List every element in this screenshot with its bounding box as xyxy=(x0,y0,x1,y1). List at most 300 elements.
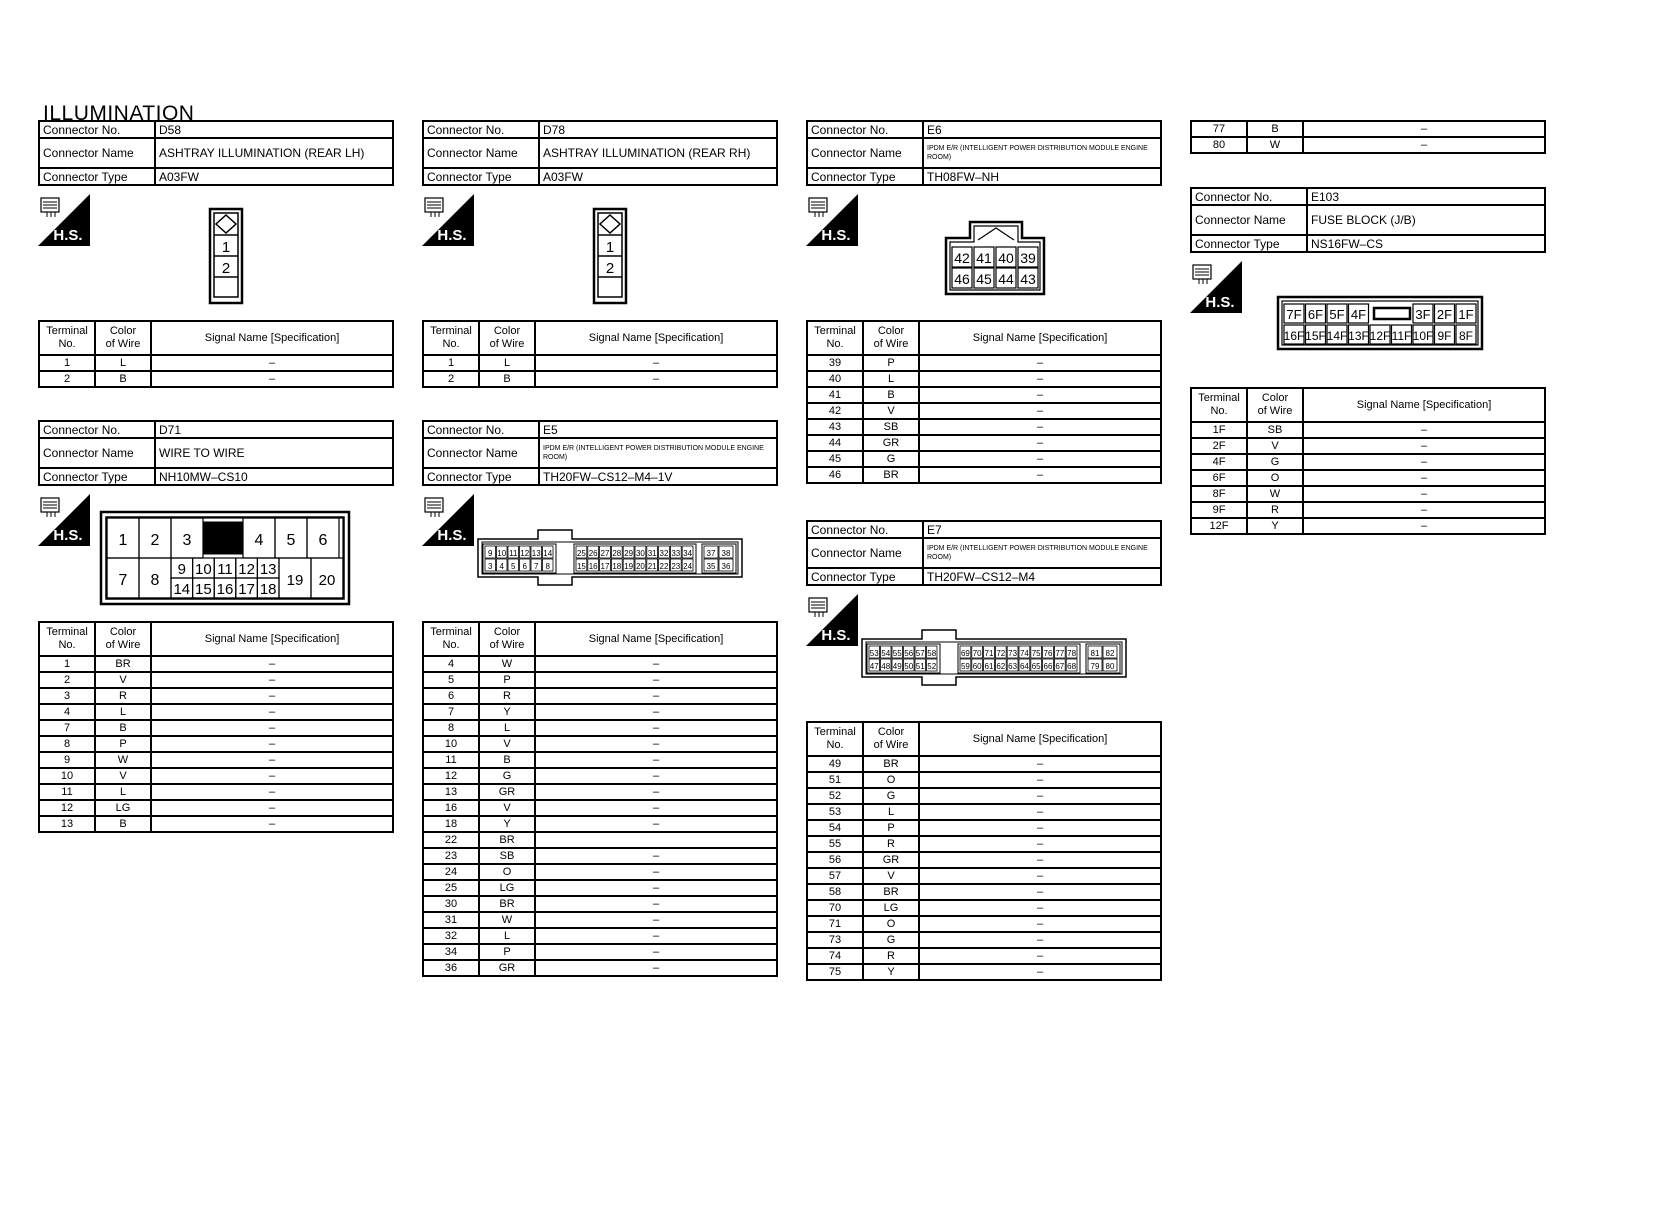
pin-20: 20 xyxy=(318,572,336,589)
color-cell: P xyxy=(479,944,535,960)
signal-cell: – xyxy=(919,884,1161,900)
terminal-cell: 2 xyxy=(423,371,479,387)
color-cell: BR xyxy=(479,832,535,848)
pin-27: 27 xyxy=(600,549,610,558)
color-cell: BR xyxy=(95,656,151,672)
pin-10: 10 xyxy=(195,561,212,578)
terminal-cell: 7 xyxy=(39,720,95,736)
color-cell: R xyxy=(95,688,151,704)
connector-e5-pin-table xyxy=(422,621,778,977)
signal-cell: – xyxy=(535,912,777,928)
label-connector-type: Connector Type xyxy=(807,168,923,185)
color-cell: GR xyxy=(479,960,535,976)
terminal-cell: 7 xyxy=(423,704,479,720)
color-cell: B xyxy=(1247,121,1303,137)
terminal-cell: 13 xyxy=(423,784,479,800)
pin-65: 65 xyxy=(1031,662,1041,671)
pin-1: 1 xyxy=(221,239,231,256)
pin-6: 6 xyxy=(318,532,328,549)
pin-43: 43 xyxy=(1020,271,1036,287)
color-cell: O xyxy=(479,864,535,880)
color-cell: O xyxy=(1247,470,1303,486)
signal-cell: – xyxy=(535,816,777,832)
table-row xyxy=(807,836,1161,852)
connector-e7-diagram xyxy=(860,627,1130,692)
pin-61: 61 xyxy=(984,662,994,671)
terminal-cell: 1 xyxy=(39,656,95,672)
table-row xyxy=(1191,486,1545,502)
table-row xyxy=(39,355,393,371)
table-row xyxy=(1191,518,1545,534)
pin-2: 2 xyxy=(150,532,160,549)
pin-1: 1 xyxy=(605,239,615,256)
connector-type-value: TH08FW–NH xyxy=(923,168,1161,185)
pin-18: 18 xyxy=(259,581,277,598)
pin-55: 55 xyxy=(892,649,902,658)
table-row xyxy=(807,355,1161,371)
color-cell: V xyxy=(863,403,919,419)
color-cell: W xyxy=(95,752,151,768)
label-connector-no: Connector No. xyxy=(807,121,923,138)
pin-2: 2 xyxy=(605,260,615,277)
connector-no-value: E6 xyxy=(923,121,1161,138)
terminal-cell: 10 xyxy=(39,768,95,784)
color-cell: P xyxy=(863,820,919,836)
color-cell: L xyxy=(479,928,535,944)
pin-34: 34 xyxy=(683,549,693,558)
pin-41: 41 xyxy=(976,250,992,266)
terminal-cell: 42 xyxy=(807,403,863,419)
label-connector-type: Connector Type xyxy=(423,468,539,485)
hs-icon xyxy=(38,494,90,546)
terminal-cell: 36 xyxy=(423,960,479,976)
pin-52: 52 xyxy=(927,662,937,671)
color-cell: R xyxy=(863,948,919,964)
terminal-cell: 1F xyxy=(1191,422,1247,438)
pin-81: 81 xyxy=(1090,649,1100,658)
hs-icon xyxy=(806,194,858,246)
terminal-cell: 58 xyxy=(807,884,863,900)
pin-12F: 12F xyxy=(1369,329,1391,343)
pin-67: 67 xyxy=(1055,662,1065,671)
header-color: Color of Wire xyxy=(479,622,535,656)
pin-42: 42 xyxy=(954,250,970,266)
signal-cell: – xyxy=(151,704,393,720)
pin-4: 4 xyxy=(254,532,264,549)
color-cell: LG xyxy=(95,800,151,816)
color-cell: R xyxy=(863,836,919,852)
terminal-cell: 32 xyxy=(423,928,479,944)
pin-16F: 16F xyxy=(1283,329,1305,343)
hs-icon xyxy=(38,194,90,246)
label-connector-no: Connector No. xyxy=(807,521,923,538)
connector-name-value: WIRE TO WIRE xyxy=(155,438,393,468)
connector-no-value: E5 xyxy=(539,421,777,438)
color-cell: L xyxy=(479,720,535,736)
signal-cell: – xyxy=(151,720,393,736)
terminal-cell: 23 xyxy=(423,848,479,864)
terminal-cell: 6F xyxy=(1191,470,1247,486)
header-color: Color of Wire xyxy=(1247,388,1303,422)
pin-51: 51 xyxy=(915,662,925,671)
table-row xyxy=(423,752,777,768)
pin-46: 46 xyxy=(954,271,970,287)
pin-13: 13 xyxy=(259,561,277,578)
pin-40: 40 xyxy=(998,250,1014,266)
pin-9: 9 xyxy=(177,561,186,578)
table-row xyxy=(807,788,1161,804)
color-cell: GR xyxy=(479,784,535,800)
color-cell: Y xyxy=(1247,518,1303,534)
header-terminal: Terminal No. xyxy=(39,321,95,355)
pin-38: 38 xyxy=(721,549,731,558)
color-cell: BR xyxy=(863,467,919,483)
table-row xyxy=(1191,454,1545,470)
signal-cell: – xyxy=(535,704,777,720)
hs-icon xyxy=(806,594,858,646)
color-cell: P xyxy=(95,736,151,752)
pin-17: 17 xyxy=(238,581,255,598)
signal-cell: – xyxy=(535,656,777,672)
table-row xyxy=(423,880,777,896)
signal-cell xyxy=(535,832,777,848)
table-row xyxy=(807,467,1161,483)
color-cell: W xyxy=(479,656,535,672)
pin-25: 25 xyxy=(576,549,586,558)
table-row xyxy=(423,784,777,800)
color-cell: LG xyxy=(479,880,535,896)
terminal-cell: 51 xyxy=(807,772,863,788)
label-connector-no: Connector No. xyxy=(39,121,155,138)
connector-type-value: A03FW xyxy=(539,168,777,185)
terminal-cell: 8F xyxy=(1191,486,1247,502)
signal-cell: – xyxy=(919,916,1161,932)
table-row xyxy=(423,688,777,704)
table-row xyxy=(39,736,393,752)
header-color: Color of Wire xyxy=(863,722,919,756)
terminal-cell: 8 xyxy=(423,720,479,736)
pin-35: 35 xyxy=(706,562,716,571)
terminal-cell: 13 xyxy=(39,816,95,832)
color-cell: G xyxy=(863,451,919,467)
pin-22: 22 xyxy=(659,562,669,571)
color-cell: LG xyxy=(863,900,919,916)
pin-80: 80 xyxy=(1105,662,1115,671)
table-row xyxy=(807,868,1161,884)
header-signal: Signal Name [Specification] xyxy=(919,321,1161,355)
terminal-cell: 4 xyxy=(39,704,95,720)
pin-49: 49 xyxy=(892,662,902,671)
signal-cell: – xyxy=(1303,422,1545,438)
connector-type-value: NS16FW–CS xyxy=(1307,235,1545,252)
label-connector-name: Connector Name xyxy=(423,438,539,468)
connector-d58-info xyxy=(38,120,394,186)
signal-cell: – xyxy=(919,964,1161,980)
signal-cell: – xyxy=(919,451,1161,467)
pin-73: 73 xyxy=(1008,649,1018,658)
pin-5: 5 xyxy=(511,562,516,571)
terminal-cell: 44 xyxy=(807,435,863,451)
color-cell: V xyxy=(863,868,919,884)
signal-cell: – xyxy=(535,752,777,768)
color-cell: R xyxy=(1247,502,1303,518)
connector-d78-pin-table xyxy=(422,320,778,388)
pin-62: 62 xyxy=(996,662,1006,671)
table-row xyxy=(807,900,1161,916)
pin-71: 71 xyxy=(984,649,994,658)
signal-cell: – xyxy=(535,784,777,800)
table-row xyxy=(39,784,393,800)
table-row xyxy=(423,656,777,672)
pin-1: 1 xyxy=(118,532,128,549)
pin-30: 30 xyxy=(635,549,645,558)
terminal-cell: 45 xyxy=(807,451,863,467)
hs-label: H.S. xyxy=(437,227,467,244)
terminal-cell: 77 xyxy=(1191,121,1247,137)
table-row xyxy=(423,912,777,928)
color-cell: V xyxy=(1247,438,1303,454)
signal-cell: – xyxy=(151,672,393,688)
terminal-cell: 12F xyxy=(1191,518,1247,534)
table-row xyxy=(423,672,777,688)
label-connector-type: Connector Type xyxy=(39,468,155,485)
signal-cell: – xyxy=(919,948,1161,964)
color-cell: Y xyxy=(479,704,535,720)
terminal-cell: 74 xyxy=(807,948,863,964)
connector-type-value: TH20FW–CS12–M4–1V xyxy=(539,468,777,485)
signal-cell: – xyxy=(1303,137,1545,153)
pin-6F: 6F xyxy=(1307,307,1324,322)
table-row xyxy=(423,704,777,720)
pin-10F: 10F xyxy=(1412,329,1434,343)
connector-e7-continued-table xyxy=(1190,120,1546,154)
pin-14: 14 xyxy=(173,581,191,598)
terminal-cell: 52 xyxy=(807,788,863,804)
pin-28: 28 xyxy=(612,549,622,558)
signal-cell: – xyxy=(535,960,777,976)
signal-cell: – xyxy=(919,772,1161,788)
pin-13: 13 xyxy=(531,549,541,558)
signal-cell: – xyxy=(151,768,393,784)
page-title: ILLUMINATION xyxy=(43,102,195,125)
table-row xyxy=(423,928,777,944)
table-row xyxy=(39,720,393,736)
hs-label: H.S. xyxy=(821,227,851,244)
label-connector-type: Connector Type xyxy=(39,168,155,185)
table-row xyxy=(1191,121,1545,137)
header-terminal: Terminal No. xyxy=(807,321,863,355)
terminal-cell: 4F xyxy=(1191,454,1247,470)
color-cell: B xyxy=(479,752,535,768)
color-cell: G xyxy=(863,932,919,948)
terminal-cell: 39 xyxy=(807,355,863,371)
signal-cell: – xyxy=(535,880,777,896)
signal-cell: – xyxy=(919,788,1161,804)
connector-d71-info xyxy=(38,420,394,486)
signal-cell: – xyxy=(1303,486,1545,502)
pin-63: 63 xyxy=(1008,662,1018,671)
pin-5: 5 xyxy=(286,532,296,549)
label-connector-no: Connector No. xyxy=(39,421,155,438)
table-row xyxy=(423,720,777,736)
terminal-cell: 18 xyxy=(423,816,479,832)
color-cell: P xyxy=(479,672,535,688)
signal-cell: – xyxy=(1303,454,1545,470)
table-row xyxy=(807,451,1161,467)
terminal-cell: 9F xyxy=(1191,502,1247,518)
signal-cell: – xyxy=(919,868,1161,884)
signal-cell: – xyxy=(919,852,1161,868)
pin-11F: 11F xyxy=(1391,329,1412,343)
signal-cell: – xyxy=(919,900,1161,916)
pin-14: 14 xyxy=(543,549,553,558)
signal-cell: – xyxy=(151,371,393,387)
color-cell: R xyxy=(479,688,535,704)
pin-36: 36 xyxy=(721,562,731,571)
pin-19: 19 xyxy=(286,572,304,589)
header-signal: Signal Name [Specification] xyxy=(535,622,777,656)
signal-cell: – xyxy=(535,371,777,387)
label-connector-type: Connector Type xyxy=(807,568,923,585)
signal-cell: – xyxy=(535,848,777,864)
pin-15: 15 xyxy=(576,562,586,571)
connector-d78-info xyxy=(422,120,778,186)
color-cell: V xyxy=(95,672,151,688)
color-cell: W xyxy=(479,912,535,928)
terminal-cell: 6 xyxy=(423,688,479,704)
color-cell: B xyxy=(95,816,151,832)
table-row xyxy=(423,355,777,371)
terminal-cell: 2 xyxy=(39,371,95,387)
signal-cell: – xyxy=(151,355,393,371)
table-row xyxy=(807,435,1161,451)
signal-cell: – xyxy=(151,656,393,672)
terminal-cell: 8 xyxy=(39,736,95,752)
pin-76: 76 xyxy=(1043,649,1053,658)
signal-cell: – xyxy=(151,784,393,800)
pin-74: 74 xyxy=(1019,649,1029,658)
connector-e5-diagram xyxy=(476,527,746,592)
table-row xyxy=(807,804,1161,820)
hs-icon xyxy=(1190,261,1242,313)
color-cell: W xyxy=(1247,137,1303,153)
pin-60: 60 xyxy=(972,662,982,671)
signal-cell: – xyxy=(1303,518,1545,534)
pin-10: 10 xyxy=(497,549,507,558)
pin-64: 64 xyxy=(1019,662,1029,671)
header-color: Color of Wire xyxy=(95,321,151,355)
pin-82: 82 xyxy=(1105,649,1115,658)
table-row xyxy=(807,916,1161,932)
signal-cell: – xyxy=(535,864,777,880)
color-cell: W xyxy=(1247,486,1303,502)
color-cell: L xyxy=(95,355,151,371)
table-row xyxy=(39,672,393,688)
connector-e7-info xyxy=(806,520,1162,586)
signal-cell: – xyxy=(919,804,1161,820)
table-row xyxy=(1191,470,1545,486)
header-color: Color of Wire xyxy=(95,622,151,656)
table-row xyxy=(807,932,1161,948)
color-cell: L xyxy=(863,804,919,820)
pin-19: 19 xyxy=(624,562,634,571)
table-row xyxy=(807,964,1161,980)
table-row xyxy=(39,656,393,672)
connector-e6-info xyxy=(806,120,1162,186)
pin-8: 8 xyxy=(545,562,550,571)
pin-21: 21 xyxy=(647,562,657,571)
table-row xyxy=(423,832,777,848)
color-cell: GR xyxy=(863,435,919,451)
color-cell: V xyxy=(479,800,535,816)
color-cell: G xyxy=(479,768,535,784)
signal-cell: – xyxy=(1303,502,1545,518)
terminal-cell: 12 xyxy=(423,768,479,784)
connector-name-value: IPDM E/R (INTELLIGENT POWER DISTRIBUTION MODULE ENGINE ROOM) xyxy=(539,438,777,468)
terminal-cell: 57 xyxy=(807,868,863,884)
table-row xyxy=(1191,502,1545,518)
pin-16: 16 xyxy=(216,581,234,598)
terminal-cell: 41 xyxy=(807,387,863,403)
color-cell: V xyxy=(95,768,151,784)
pin-29: 29 xyxy=(624,549,634,558)
hs-label: H.S. xyxy=(821,627,851,644)
pin-66: 66 xyxy=(1043,662,1053,671)
pin-47: 47 xyxy=(869,662,879,671)
terminal-cell: 49 xyxy=(807,756,863,772)
terminal-cell: 40 xyxy=(807,371,863,387)
header-terminal: Terminal No. xyxy=(423,321,479,355)
signal-cell: – xyxy=(535,944,777,960)
signal-cell: – xyxy=(535,800,777,816)
connector-no-value: D71 xyxy=(155,421,393,438)
signal-cell: – xyxy=(151,816,393,832)
pin-24: 24 xyxy=(683,562,693,571)
pin-3: 3 xyxy=(488,562,493,571)
signal-cell: – xyxy=(919,355,1161,371)
pin-54: 54 xyxy=(881,649,891,658)
connector-type-value: NH10MW–CS10 xyxy=(155,468,393,485)
pin-8F: 8F xyxy=(1458,329,1474,343)
table-row xyxy=(1191,137,1545,153)
connector-name-value: FUSE BLOCK (J/B) xyxy=(1307,205,1545,235)
label-connector-no: Connector No. xyxy=(423,121,539,138)
table-row xyxy=(423,800,777,816)
pin-17: 17 xyxy=(600,562,610,571)
terminal-cell: 80 xyxy=(1191,137,1247,153)
terminal-cell: 2 xyxy=(39,672,95,688)
signal-cell: – xyxy=(919,403,1161,419)
pin-57: 57 xyxy=(915,649,925,658)
terminal-cell: 46 xyxy=(807,467,863,483)
color-cell: O xyxy=(863,772,919,788)
label-connector-name: Connector Name xyxy=(807,538,923,568)
terminal-cell: 30 xyxy=(423,896,479,912)
pin-11: 11 xyxy=(509,549,518,558)
pin-11: 11 xyxy=(217,561,233,578)
connector-d58-pin-table xyxy=(38,320,394,388)
connector-e5-info xyxy=(422,420,778,486)
hs-label: H.S. xyxy=(53,527,83,544)
pin-59: 59 xyxy=(960,662,970,671)
signal-cell: – xyxy=(919,419,1161,435)
table-row xyxy=(39,816,393,832)
table-row xyxy=(423,816,777,832)
terminal-cell: 22 xyxy=(423,832,479,848)
header-signal: Signal Name [Specification] xyxy=(151,321,393,355)
header-signal: Signal Name [Specification] xyxy=(151,622,393,656)
connector-name-value: IPDM E/R (INTELLIGENT POWER DISTRIBUTION MODULE ENGINE ROOM) xyxy=(923,138,1161,168)
